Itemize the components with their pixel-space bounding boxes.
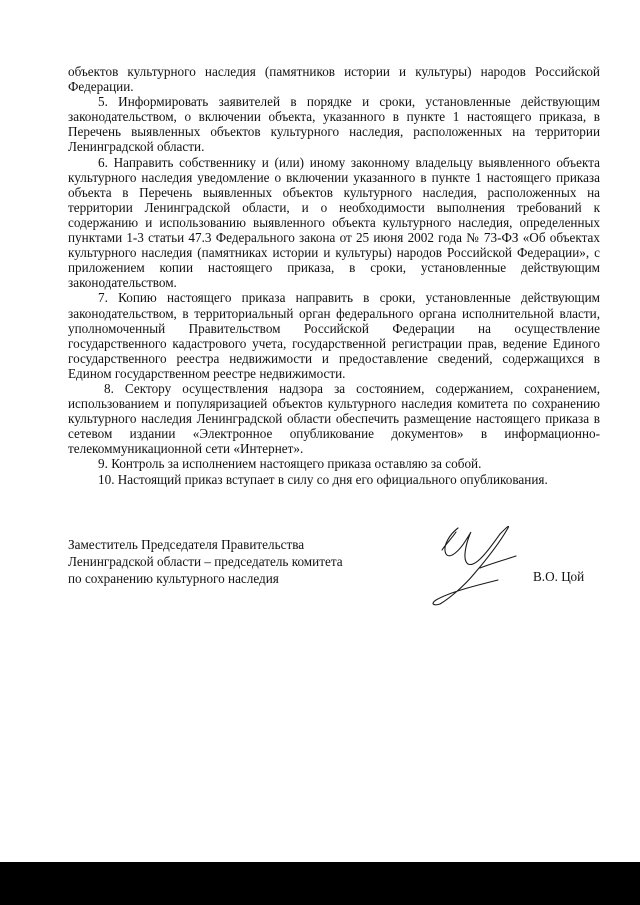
signatory-position-line-3: по сохранению культурного наследия xyxy=(68,571,279,586)
paragraph-item-6: 6. Направить собственнику и (или) иному законному владельцу выявленного объекта культурного наследия уведомление о включении указанного в пункте 1 настоящего приказа объекта в Перечень выявленных объектов культурного наследия, расположенных на территории Ленинградской области, и о необходимости выполнения требований к содержанию и использованию выявленного объекта культурного наследия, определенных пунктами 1-3 статьи 47.3 Федерального закона от 25 июня 2002 года № 73-ФЗ «Об объектах культурного наследия (памятниках истории и культуры) народов Российской Федерации», с приложением копии настоящего приказа, в сроки, установленные действующим законодательством. xyxy=(68,154,600,291)
paragraph-continuation: объектов культурного наследия (памятников истории и культуры) народов Российской Федерации. xyxy=(68,64,600,95)
signatory-position-line-1: Заместитель Председателя Правительства xyxy=(68,537,305,552)
paragraph-item-9: 9. Контроль за исполнением настоящего приказа оставляю за собой. xyxy=(98,456,482,472)
paragraph-item-7: 7. Копию настоящего приказа направить в сроки, установленные действующим законодательством, в территориальный орган федерального органа исполнительной власти, уполномоченный Правительством Российской Федерации на осуществление государственного кадастрового учета, государственной регистрации прав, ведение Единого государственного реестра недвижимости и предоставление сведений, содержащихся в Едином государственном реестре недвижимости. xyxy=(68,290,600,381)
paragraph-item-10: 10. Настоящий приказ вступает в силу со дня его официального опубликования. xyxy=(98,471,548,487)
scan-bottom-border xyxy=(0,862,640,905)
paragraph-item-5: 5. Информировать заявителей в порядке и сроки, установленные действующим законодательством, о включении объекта, указанного в пункте 1 настоящего приказа, в Перечень выявленных объектов культурного наследия, расположенных на территории Ленинградской области. xyxy=(68,94,600,155)
paragraph-item-8: 8. Сектору осуществления надзора за состоянием, содержанием, сохранением, использованием и популяризацией объектов культурного наследия комитета по сохранению культурного наследия Ленинградской области обеспечить размещение настоящего приказа в сетевом издании «Электронное опубликование документов» в информационно-телекоммуникационной сети «Интернет». xyxy=(68,380,600,457)
signatory-position-line-2: Ленинградской области – председатель комитета xyxy=(68,554,343,569)
document-body xyxy=(68,64,600,487)
signatory-name: В.О. Цой xyxy=(533,569,585,584)
signatory-position xyxy=(68,536,388,587)
handwritten-signature xyxy=(420,520,530,610)
